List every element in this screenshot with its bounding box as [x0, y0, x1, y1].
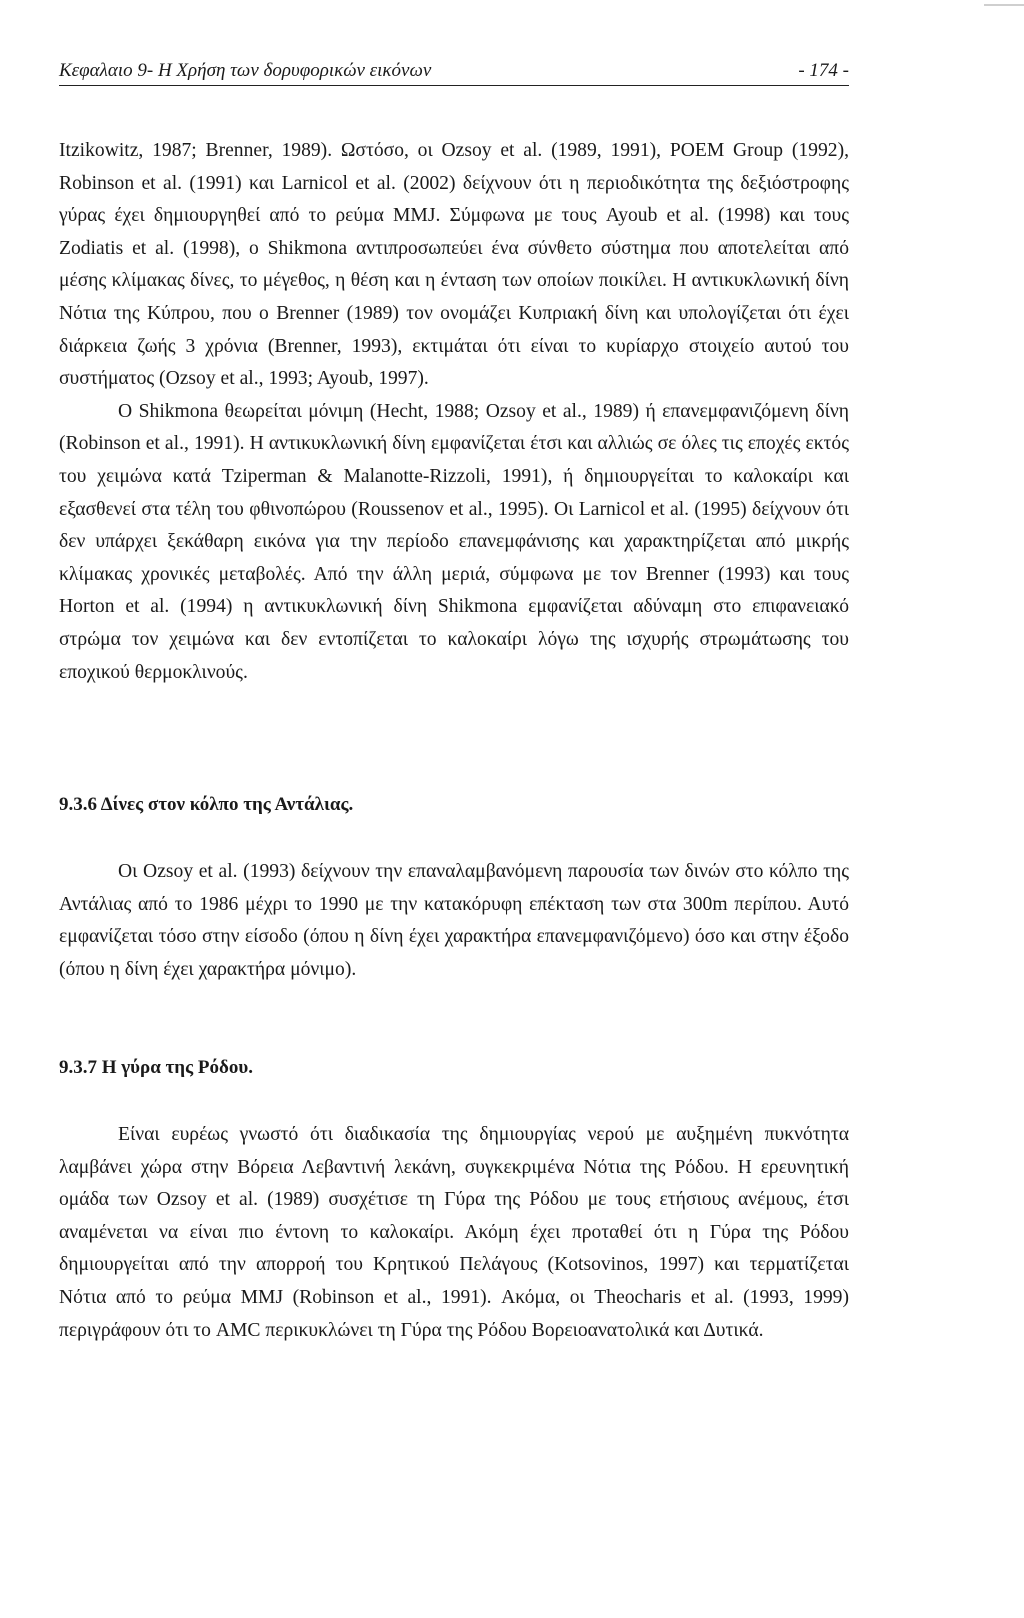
section-heading-9-3-7: 9.3.7 Η γύρα της Ρόδου. — [59, 1057, 253, 1078]
text-block-1 — [59, 135, 849, 689]
page-header — [59, 60, 849, 86]
text-block-3 — [59, 1119, 849, 1347]
chapter-title: Κεφαλαιο 9- Η Χρήση των δορυφορικών εικόνων — [59, 60, 432, 81]
page-number: - 174 - — [798, 60, 849, 81]
section-heading-9-3-6: 9.3.6 Δίνες στον κόλπο της Αντάλιας. — [59, 794, 354, 815]
scan-edge-line — [984, 4, 1024, 6]
text-block-2 — [59, 856, 849, 986]
paragraph-2: O Shikmona θεωρείται μόνιμη (Hecht, 1988; Ozsoy et al., 1989) ή επανεμφανιζόμενη δίνη (Robinson et al., 1991). Η αντικυκλωνική δίνη εμφανίζεται έτσι και αλλιώς σε όλες τις εποχές εκτός του χειμώνα κατά Tziperman & Malanotte-Rizzoli, 1991), ή δημιουργείται το καλοκαίρι και εξασθενεί στα τέλη του φθινοπώρου (Roussenov et al., 1995). Οι Larnicol et al. (1995) δείχνουν ότι δεν υπάρχει ξεκάθαρη εικόνα για την περίοδο επανεμφάνισης και χαρακτηρίζεται από μικρής κλίμακας χρονικές μεταβολές. Από την άλλη μεριά, σύμφωνα με τον Brenner (1993) και τους Horton et al. (1994) η αντικυκλωνική δίνη Shikmona εμφανίζεται αδύναμη στο επιφανειακό στρώμα τον χειμώνα και δεν εντοπίζεται το καλοκαίρι λόγω της ισχυρής στρωμάτωσης του εποχικού θερμοκλινούς. — [59, 400, 849, 683]
paragraph-1: Itzikowitz, 1987; Brenner, 1989). Ωστόσο, οι Ozsoy et al. (1989, 1991), POEM Group (1992), Robinson et al. (1991) και Larnicol et al. (2002) δείχνουν ότι η περιοδικότητα της δεξιόστροφης γύρας έχει δημιουργηθεί από το ρεύμα MMJ. Σύμφωνα με τους Ayoub et al. (1998) και τους Zodiatis et al. (1998), ο Shikmona αντιπροσωπεύει ένα σύνθετο σύστημα που αποτελείται από μέσης κλίμακας δίνες, το μέγεθος, η θέση και η ένταση των οποίων ποικίλει. Η αντικυκλωνική δίνη Νότια της Κύπρου, που ο Brenner (1989) τον ονομάζει Κυπριακή δίνη και υπολογίζεται ότι έχει διάρκεια ζωής 3 χρόνια (Brenner, 1993), εκτιμάται ότι είναι το κυρίαρχο στοιχείο αυτού του συστήματος (Ozsoy et al., 1993; Ayoub, 1997). — [59, 140, 849, 390]
paragraph-3: Οι Ozsoy et al. (1993) δείχνουν την επαναλαμβανόμενη παρουσία των δινών στο κόλπο της Αντάλιας από το 1986 μέχρι το 1990 με την κατακόρυφη επέκταση των στα 300m περίπου. Αυτό εμφανίζεται τόσο στην είσοδο (όπου η δίνη έχει χαρακτήρα επανεμφανιζόμενο) όσο και στην έξοδο (όπου η δίνη έχει χαρακτήρα μόνιμο). — [59, 861, 849, 980]
paragraph-4: Είναι ευρέως γνωστό ότι διαδικασία της δημιουργίας νερού με αυξημένη πυκνότητα λαμβάνει χώρα στην Βόρεια Λεβαντινή λεκάνη, συγκεκριμένα Νότια της Ρόδου. Η ερευνητική ομάδα των Ozsoy et al. (1989) συσχέτισε τη Γύρα της Ρόδου με τους ετήσιους ανέμους, έτσι αναμένεται να είναι πιο έντονη το καλοκαίρι. Ακόμη έχει προταθεί ότι η Γύρα της Ρόδου δημιουργείται από την απορροή του Κρητικού Πελάγους (Kotsovinos, 1997) και τερματίζεται Νότια από το ρεύμα MMJ (Robinson et al., 1991). Ακόμα, οι Theocharis et al. (1993, 1999) περιγράφουν ότι το AMC περικυκλώνει τη Γύρα της Ρόδου Βορειοανατολικά και Δυτικά. — [59, 1124, 849, 1341]
